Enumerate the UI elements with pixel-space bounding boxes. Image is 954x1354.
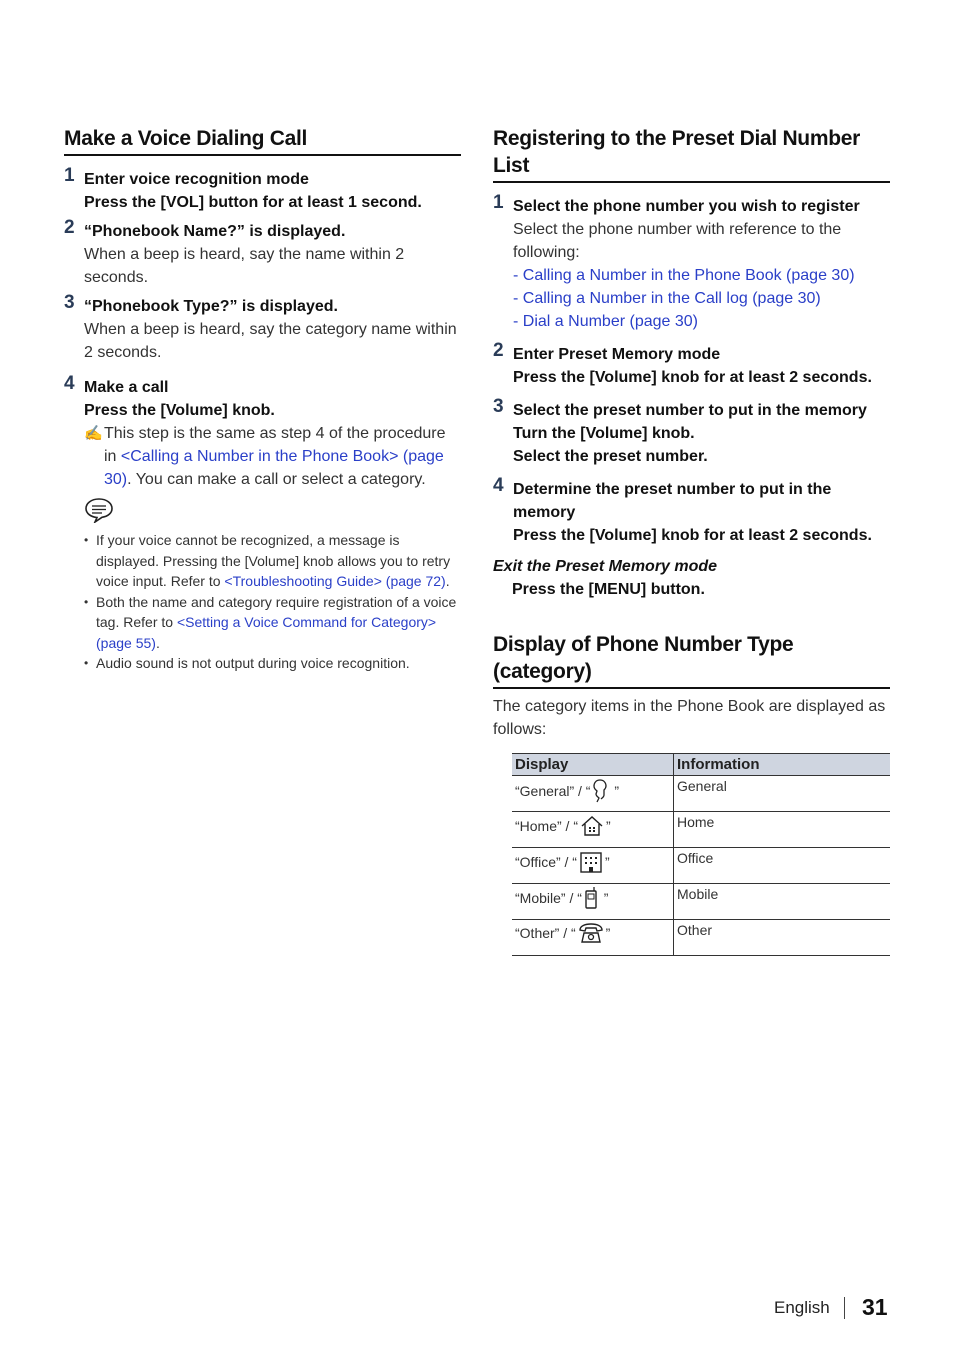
list-item [84,530,461,592]
section-title-voice-dialing: Make a Voice Dialing Call [64,125,461,156]
link-calling-phone-book[interactable]: <Calling a Number in the Phone Book> (page 30) [104,448,444,488]
step-number: 4 [64,373,75,394]
step-instruction: Turn the [Volume] knob. [513,425,695,442]
link-troubleshooting[interactable]: <Troubleshooting Guide> (page 72) [224,573,446,589]
step-heading: Determine the preset number to put in the memory [513,481,832,521]
note-text: This step is the same as step 4 of the procedure in [104,425,446,465]
step-2 [493,340,890,389]
bullet-text-end: . [155,634,160,651]
step-number: 3 [493,396,504,417]
step-body: When a beep is heard, say the name within 2 seconds. [84,246,405,286]
left-column [64,125,461,674]
step-instruction: Press the [Volume] knob for at least 2 seconds. [513,527,872,544]
step-1 [64,165,461,214]
step-number: 1 [493,192,504,213]
step-number: 2 [493,340,504,361]
step-instruction: Press the [VOL] button for at least 1 second. [84,194,422,211]
column-header: Information [674,754,891,776]
list-item [84,653,461,674]
table-row [512,884,890,920]
step-heading: “Phonebook Type?” is displayed. [84,298,338,315]
bullet-text: If your voice cannot be recognized, a message is displayed. Pressing the [Volume] knob allows you to retry voice input. Refer to [96,532,451,589]
section-title-preset-dial: Registering to the Preset Dial Number List [493,125,890,183]
link-call-log[interactable]: - Calling a Number in the Call log (page 30) [513,290,821,307]
step-heading: Enter voice recognition mode [84,171,309,188]
step-heading: Enter Preset Memory mode [513,346,721,363]
category-table [512,753,890,956]
step-2 [64,217,461,289]
table-row [512,920,890,956]
step-1 [493,192,890,333]
step-heading: Make a call [84,379,169,396]
home-icon [580,814,604,841]
info-cell: General [674,776,891,812]
display-cell: “General” / “ ” [512,776,674,812]
step-number: 3 [64,292,75,313]
table-row [512,848,890,884]
right-column [493,125,890,956]
person-icon [592,778,608,807]
info-cell: Office [674,848,891,884]
display-cell: “Other” / “ ” [512,920,674,956]
step-instruction: Select the preset number. [513,448,708,465]
display-cell: “Home” / “ ” [512,812,674,848]
exit-mode-instruction: Press the [MENU] button. [512,581,705,598]
step-instruction: Press the [Volume] knob. [84,402,275,419]
bullet-text: Audio sound is not output during voice recognition. [96,655,410,671]
mobile-icon [584,886,598,913]
info-cell: Other [674,920,891,956]
step-number: 1 [64,165,75,186]
footer-language: English [774,1298,830,1317]
info-cell: Mobile [674,884,891,920]
notes-list [64,530,461,674]
step-body: When a beep is heard, say the category name within 2 seconds. [84,321,457,361]
link-dial-number[interactable]: - Dial a Number (page 30) [513,313,698,330]
page-number: 31 [862,1294,888,1320]
link-voice-command[interactable]: <Setting a Voice Command for Category> (page 55) [96,614,437,651]
bullet-text: Both the name and category require registration of a voice tag. Refer to [96,593,457,630]
table-header-row [512,754,890,776]
step-instruction: Press the [Volume] knob for at least 2 seconds. [513,369,872,386]
table-row [512,812,890,848]
office-icon [579,850,603,877]
display-cell: “Office” / “ ” [512,848,674,884]
pencil-icon: ✍ [84,425,103,442]
list-item [84,592,461,654]
step-heading: “Phonebook Name?” is displayed. [84,223,346,240]
speech-bubble-icon [84,497,461,528]
link-phone-book[interactable]: - Calling a Number in the Phone Book (page 30) [513,267,855,284]
info-cell: Home [674,812,891,848]
step-note [84,422,461,491]
note-text-end: . You can make a call or select a category. [127,471,426,488]
section-title-number-type: Display of Phone Number Type (category) [493,631,890,689]
step-number: 2 [64,217,75,238]
step-number: 4 [493,475,504,496]
table-row [512,776,890,812]
step-3 [493,396,890,468]
phone-icon [578,922,604,947]
step-4 [493,475,890,547]
column-header: Display [512,754,674,776]
intro-text: The category items in the Phone Book are displayed as follows: [493,698,886,738]
step-heading: Select the phone number you wish to register [513,198,860,215]
display-cell: “Mobile” / “ ” [512,884,674,920]
exit-mode-heading: Exit the Preset Memory mode [493,558,718,575]
bullet-text-end: . [445,573,450,589]
footer-divider [844,1297,845,1319]
step-3 [64,292,461,364]
step-heading: Select the preset number to put in the memory [513,402,867,419]
step-4 [64,373,461,491]
step-body: Select the phone number with reference to the following: [513,221,842,261]
